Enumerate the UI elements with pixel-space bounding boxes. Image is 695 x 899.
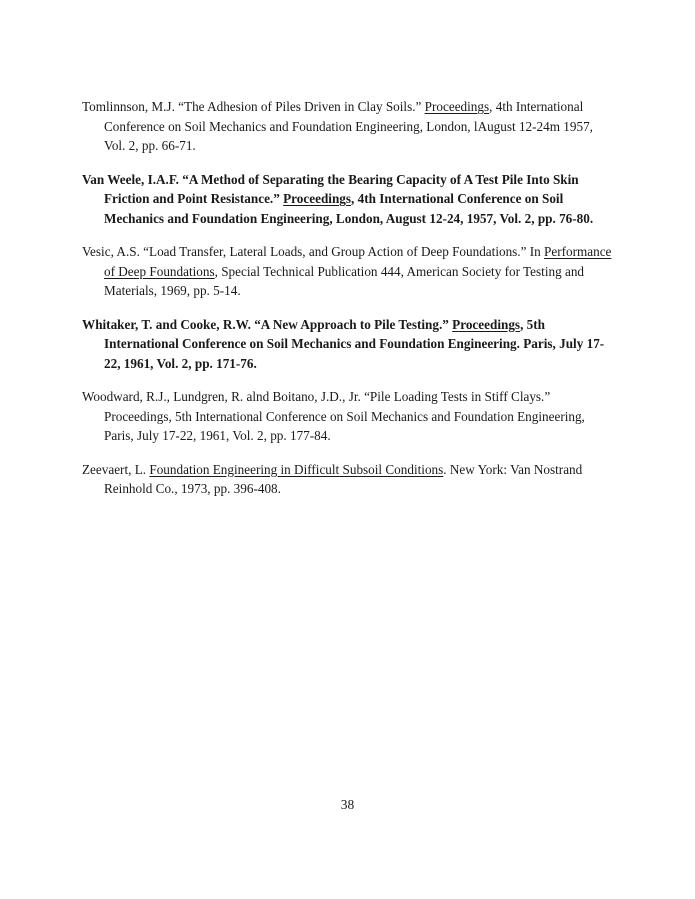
reference-text: Tomlinnson, M.J. “The Adhesion of Piles Driven in Clay Soils.” (82, 99, 425, 114)
reference-entry (82, 170, 616, 229)
page-number: 38 (340, 797, 355, 812)
reference-title-underlined: Proceedings (283, 191, 352, 206)
reference-text: Woodward, R.J., Lundgren, R. alnd Boitano, J.D., Jr. “Pile Loading Tests in Stiff Clays.” Proceedings, 5th International Conference on Soil Mechanics and Foundation Engineering, Paris, July 17-22, 1961, Vol. 2, pp. 177-84. (82, 389, 585, 443)
reference-entry (82, 387, 616, 446)
reference-entry (82, 460, 616, 499)
reference-title-underlined: Proceedings (452, 316, 521, 332)
reference-title-underlined: Foundation Engineering in Difficult Subsoil Conditions (149, 461, 444, 477)
reference-entry (82, 242, 616, 301)
reference-text: . New York: Van Nostrand Reinhold Co., 1973, pp. 396-408. (104, 461, 583, 496)
reference-entry (82, 97, 616, 156)
reference-list (82, 97, 616, 513)
reference-text: , 4th International Conference on Soil Mechanics and Foundation Engineering, London, lAugust 12-24m 1957, Vol. 2, pp. 66-71. (104, 99, 593, 153)
reference-text: , 4th International Conference on Soil Mechanics and Foundation Engineering, London, August 12-24, 1957, Vol. 2, pp. 76-80. (104, 191, 594, 226)
reference-text: , Special Technical Publication 444, American Society for Testing and Materials, 1969, pp. 5-14. (104, 263, 585, 298)
reference-text: Van Weele, I.A.F. “A Method of Separating the Bearing Capacity of A Test Pile Into Skin Friction and Point Resistance.” (82, 171, 579, 206)
reference-entry (82, 315, 616, 374)
reference-text: , 5th International Conference on Soil Mechanics and Foundation Engineering. Paris, July 17-22, 1961, Vol. 2, pp. 171-76. (104, 316, 605, 371)
reference-title-underlined: Proceedings (424, 99, 490, 114)
reference-text: Zeevaert, L. (82, 461, 150, 477)
reference-title-underlined: Performance of Deep Foundations (104, 244, 612, 279)
reference-text: Vesic, A.S. “Load Transfer, Lateral Loads, and Group Action of Deep Foundations.” In (82, 244, 545, 259)
reference-text: Whitaker, T. and Cooke, R.W. “A New Approach to Pile Testing.” (82, 316, 453, 332)
